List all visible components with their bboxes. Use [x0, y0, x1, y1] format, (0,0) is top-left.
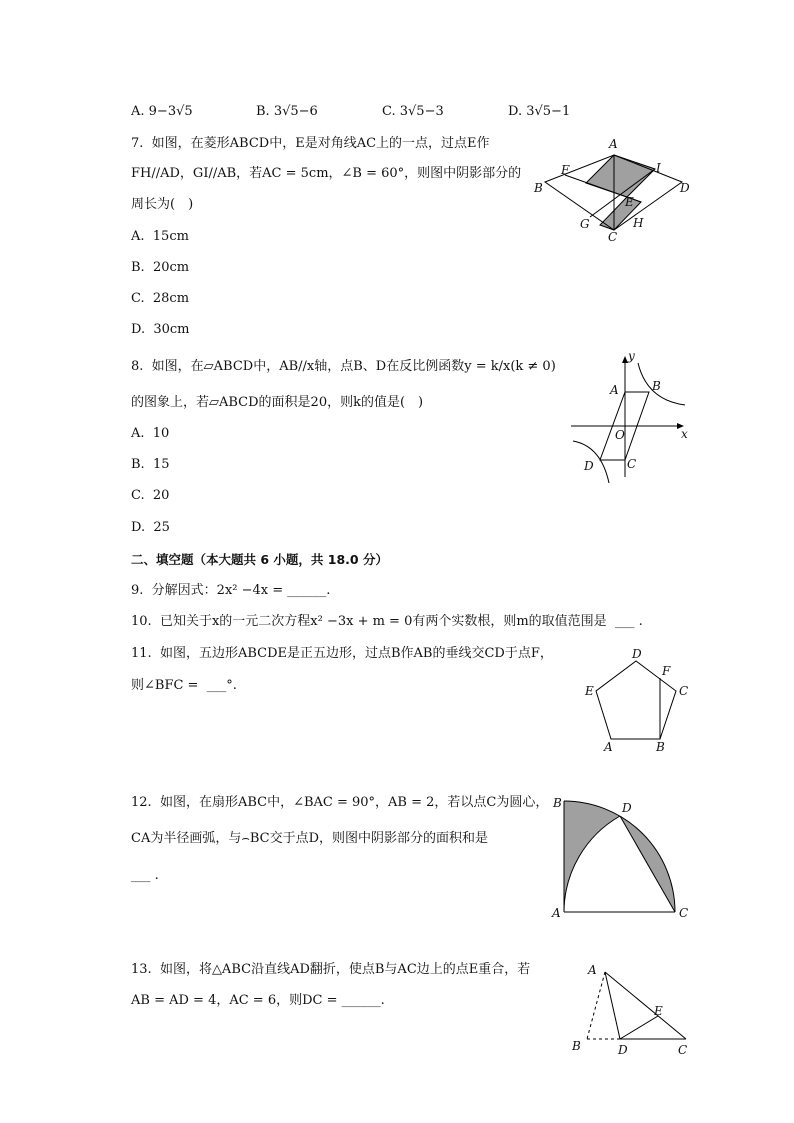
q11-label-a: A [604, 740, 613, 754]
q7-option-b[interactable]: B. 20cm [131, 260, 190, 275]
q8-option-d[interactable]: D. 25 [131, 520, 170, 535]
q7-stem-line1: 7. 如图，在菱形ABCD中，E是对角线AC上的一点，过点E作 [131, 136, 490, 151]
q7-stem-line3: 周长为( ) [131, 197, 194, 212]
q7-label-g: G [580, 217, 590, 231]
q13-label-a: A [588, 963, 597, 977]
q8-label-o: O [615, 428, 625, 442]
section-2-heading: 二、填空题（本大题共 6 小题，共 18.0 分） [131, 552, 388, 567]
q7-label-a: A [609, 137, 618, 151]
q8-label-x: x [681, 427, 688, 441]
q11-stem-line1: 11. 如图，五边形ABCDE是正五边形，过点B作AB的垂线交CD于点F， [131, 646, 553, 661]
q6-option-a[interactable]: A. 9−3√5 [131, 104, 193, 119]
q8-option-a[interactable]: A. 10 [131, 426, 170, 441]
q8-label-d: D [584, 459, 594, 473]
q12-label-d: D [622, 801, 632, 815]
q8-stem-line1: 8. 如图，在▱ABCD中，AB//x轴，点B、D在反比例函数y = k/x(k ≠ 0) [131, 359, 556, 374]
q12-label-b: B [553, 796, 562, 810]
q13-fold-figure [565, 958, 695, 1063]
q7-label-i: I [656, 161, 661, 175]
q10-stem: 10. 已知关于x的一元二次方程x² −3x + m = 0有两个实数根，则m的取值范围是 ___ . [131, 614, 643, 629]
q13-dashed-ab [587, 972, 605, 1039]
q8-label-b: B [652, 379, 661, 393]
q12-sector-figure [548, 795, 698, 925]
q13-stem-line1: 13. 如图，将△ABC沿直线AD翻折，使点B与AC边上的点E重合，若 [131, 962, 531, 977]
q8-hyperbola-figure [565, 345, 695, 485]
q7-label-d: D [680, 181, 690, 195]
q7-option-a[interactable]: A. 15cm [131, 229, 189, 244]
q13-segment-ac [605, 972, 686, 1039]
q7-label-b: B [534, 181, 543, 195]
q6-option-b[interactable]: B. 3√5−6 [256, 104, 318, 119]
q6-option-d[interactable]: D. 3√5−1 [508, 104, 571, 119]
q8-option-c[interactable]: C. 20 [131, 488, 170, 503]
q8-label-y: y [628, 349, 635, 363]
q12-stem-line3: ___ . [131, 868, 159, 883]
q13-label-d: D [618, 1043, 628, 1057]
q12-shaded-left [564, 801, 620, 912]
q12-stem-line1: 12. 如图，在扇形ABC中，∠BAC = 90°，AB = 2，若以点C为圆心， [131, 795, 549, 810]
q12-stem-line2: CA为半径画弧，与⌢BC交于点D，则图中阴影部分的面积和是 [131, 831, 489, 846]
q12-label-c: C [679, 906, 689, 920]
q7-rhombus-figure [530, 135, 700, 245]
q7-shaded-rhombus-upper [586, 155, 655, 197]
q11-label-d: D [632, 647, 642, 661]
q7-label-f: F [561, 163, 570, 177]
q12-label-a: A [552, 906, 561, 920]
q11-label-c: C [679, 684, 689, 698]
q11-stem-line2: 则∠BFC = ___°. [131, 678, 237, 693]
q7-option-d[interactable]: D. 30cm [131, 322, 190, 337]
q11-label-b: B [656, 740, 665, 754]
q8-stem-line2: 的图象上，若▱ABCD的面积是20，则k的值是( ) [131, 395, 424, 410]
q8-option-b[interactable]: B. 15 [131, 457, 170, 472]
q6-option-c[interactable]: C. 3√5−3 [382, 104, 444, 119]
q11-label-f: F [662, 664, 671, 678]
q13-segment-de [620, 1016, 658, 1039]
q13-stem-line2: AB = AD = 4，AC = 6，则DC = ______. [131, 993, 385, 1008]
q7-label-e: E [625, 195, 634, 209]
q9-stem: 9. 分解因式：2x² −4x = ______. [131, 583, 331, 598]
q7-option-c[interactable]: C. 28cm [131, 291, 190, 306]
q13-label-b: B [572, 1039, 581, 1053]
q13-label-e: E [654, 1004, 663, 1018]
q8-hyperbola-branch-1 [638, 363, 685, 405]
q7-label-h: H [633, 216, 644, 230]
q7-stem-line2: FH//AD，GI//AB，若AC = 5cm，∠B = 60°，则图中阴影部分的 [131, 166, 522, 181]
q12-segment-dc [620, 816, 675, 912]
q11-label-e: E [585, 684, 594, 698]
q13-label-c: C [678, 1043, 688, 1057]
q8-label-a: A [610, 383, 619, 397]
q11-pentagon-figure [580, 645, 700, 760]
q7-label-c: C [608, 230, 618, 244]
q8-label-c: C [627, 457, 637, 471]
